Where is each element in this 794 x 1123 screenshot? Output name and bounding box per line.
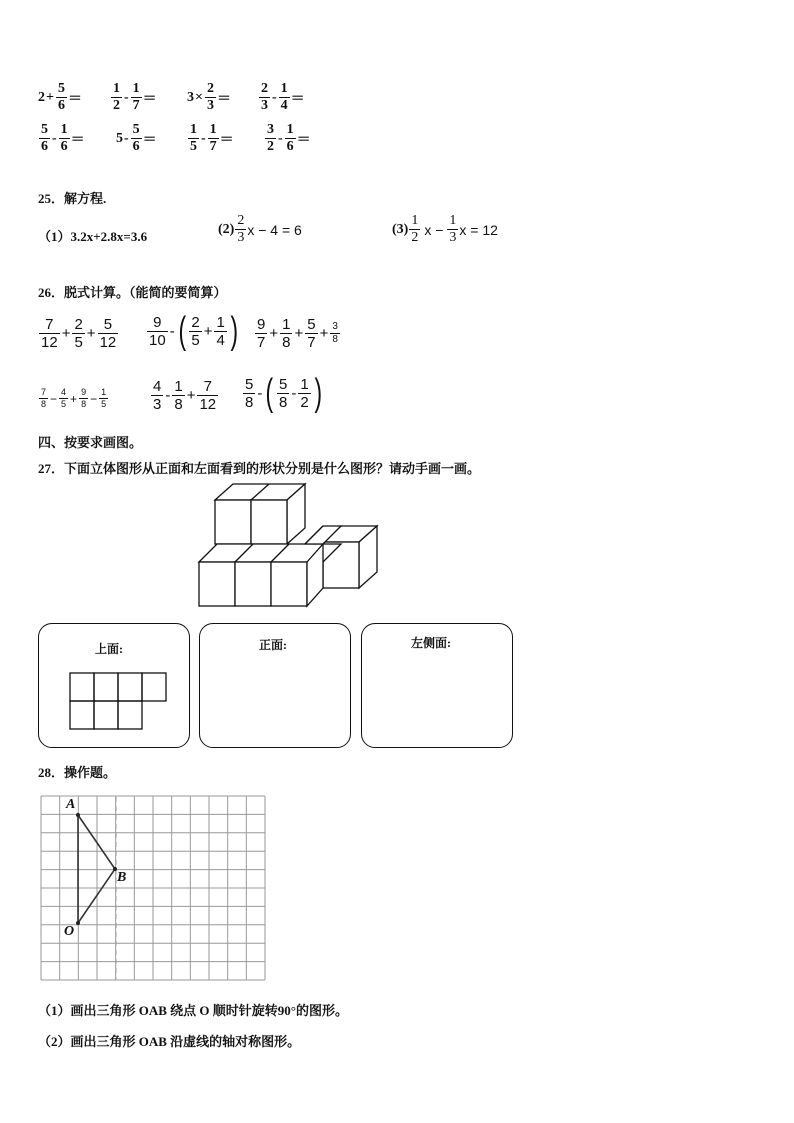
view-box-left[interactable] <box>361 623 513 748</box>
q25-eq3: (3) $\frac{1}{2}$ x − $\frac{1}{3}$ x = 12 <box>392 213 498 245</box>
q28-title: 28．操作题。 <box>38 765 117 780</box>
calc-r2-e4: $\frac{3}{2}$ - $\frac{1}{6}$ ＝ <box>267 122 311 154</box>
calc-r1-e4: $\frac{2}{3}$ - $\frac{1}{4}$ ＝ <box>261 81 305 113</box>
q27-title: 27．下面立体图形从正面和左面看到的形状分别是什么图形？请动手画一画。 <box>38 461 481 476</box>
calc-r2-e1: $\frac{5}{6}$ - $\frac{1}{6}$ ＝ <box>41 122 85 154</box>
q26-r2-e3: $\frac{5}{8}$ - ( $\frac{5}{8}$ - $\frac{1}{2}$ ) <box>245 372 322 414</box>
calc-r1-e1: 2 + $\frac{5}{6}$ ＝ <box>38 81 82 113</box>
q25-title: 25．解方程. <box>38 191 107 206</box>
calc-r1-e2: $\frac{1}{2}$ - $\frac{1}{7}$ ＝ <box>113 81 157 113</box>
calc-r2-e3: $\frac{1}{5}$ - $\frac{1}{7}$ ＝ <box>190 122 234 154</box>
point-b-label: B <box>117 870 127 885</box>
view-label-left: 左侧面: <box>411 636 451 650</box>
q26-r2-e1: $\frac{7}{8}$ − $\frac{4}{5}$ + $\frac{9}{8}$ − $\frac{1}{5}$ <box>41 387 107 409</box>
point-o-label: O <box>64 924 75 939</box>
q26-r1-e3: $\frac{9}{7}$ + $\frac{1}{8}$ + $\frac{5}{7}$ + $\frac{3}{8}$ <box>257 316 338 351</box>
q25-eq1: （1）3.2x+2.8x=3.6 <box>38 229 148 244</box>
integer: 2 <box>38 89 45 105</box>
view-box-front[interactable] <box>199 623 351 748</box>
q28-task2: （2）画出三角形 OAB 沿虚线的轴对称图形。 <box>38 1034 301 1049</box>
view-box-top <box>38 623 190 748</box>
point-a-label: A <box>66 797 76 812</box>
fraction: $\frac{5}{6}$ <box>57 81 65 113</box>
view-label-top: 上面: <box>95 642 123 656</box>
top-view-drawing <box>69 672 171 732</box>
equals-sign: ＝ <box>67 91 82 107</box>
section4-title: 四、按要求画图。 <box>38 435 143 450</box>
calc-r1-e3: 3 × $\frac{2}{3}$ ＝ <box>187 81 231 113</box>
q26-r1-e2: $\frac{9}{10}$ - ( $\frac{2}{5}$ + $\frac{1}{4}$ ) <box>149 310 238 352</box>
calc-r2-e2: 5 - $\frac{5}{6}$ ＝ <box>116 122 157 154</box>
cube-figure <box>195 482 380 610</box>
q26-r2-e2: $\frac{4}{3}$ - $\frac{1}{8}$ + $\frac{7}{12}$ <box>153 378 217 413</box>
q28-task1: （1）画出三角形 OAB 绕点 O 顺时针旋转90°的图形。 <box>38 1003 348 1018</box>
q26-title: 26．脱式计算。（能简的要简算） <box>38 285 227 300</box>
view-label-front: 正面: <box>259 638 287 652</box>
coordinate-grid <box>40 795 266 981</box>
q26-r1-e1: $\frac{7}{12}$ + $\frac{2}{5}$ + $\frac{5}{12}$ <box>41 316 117 351</box>
q25-eq2: (2) $\frac{2}{3}$ x − 4 = 6 <box>218 213 302 245</box>
